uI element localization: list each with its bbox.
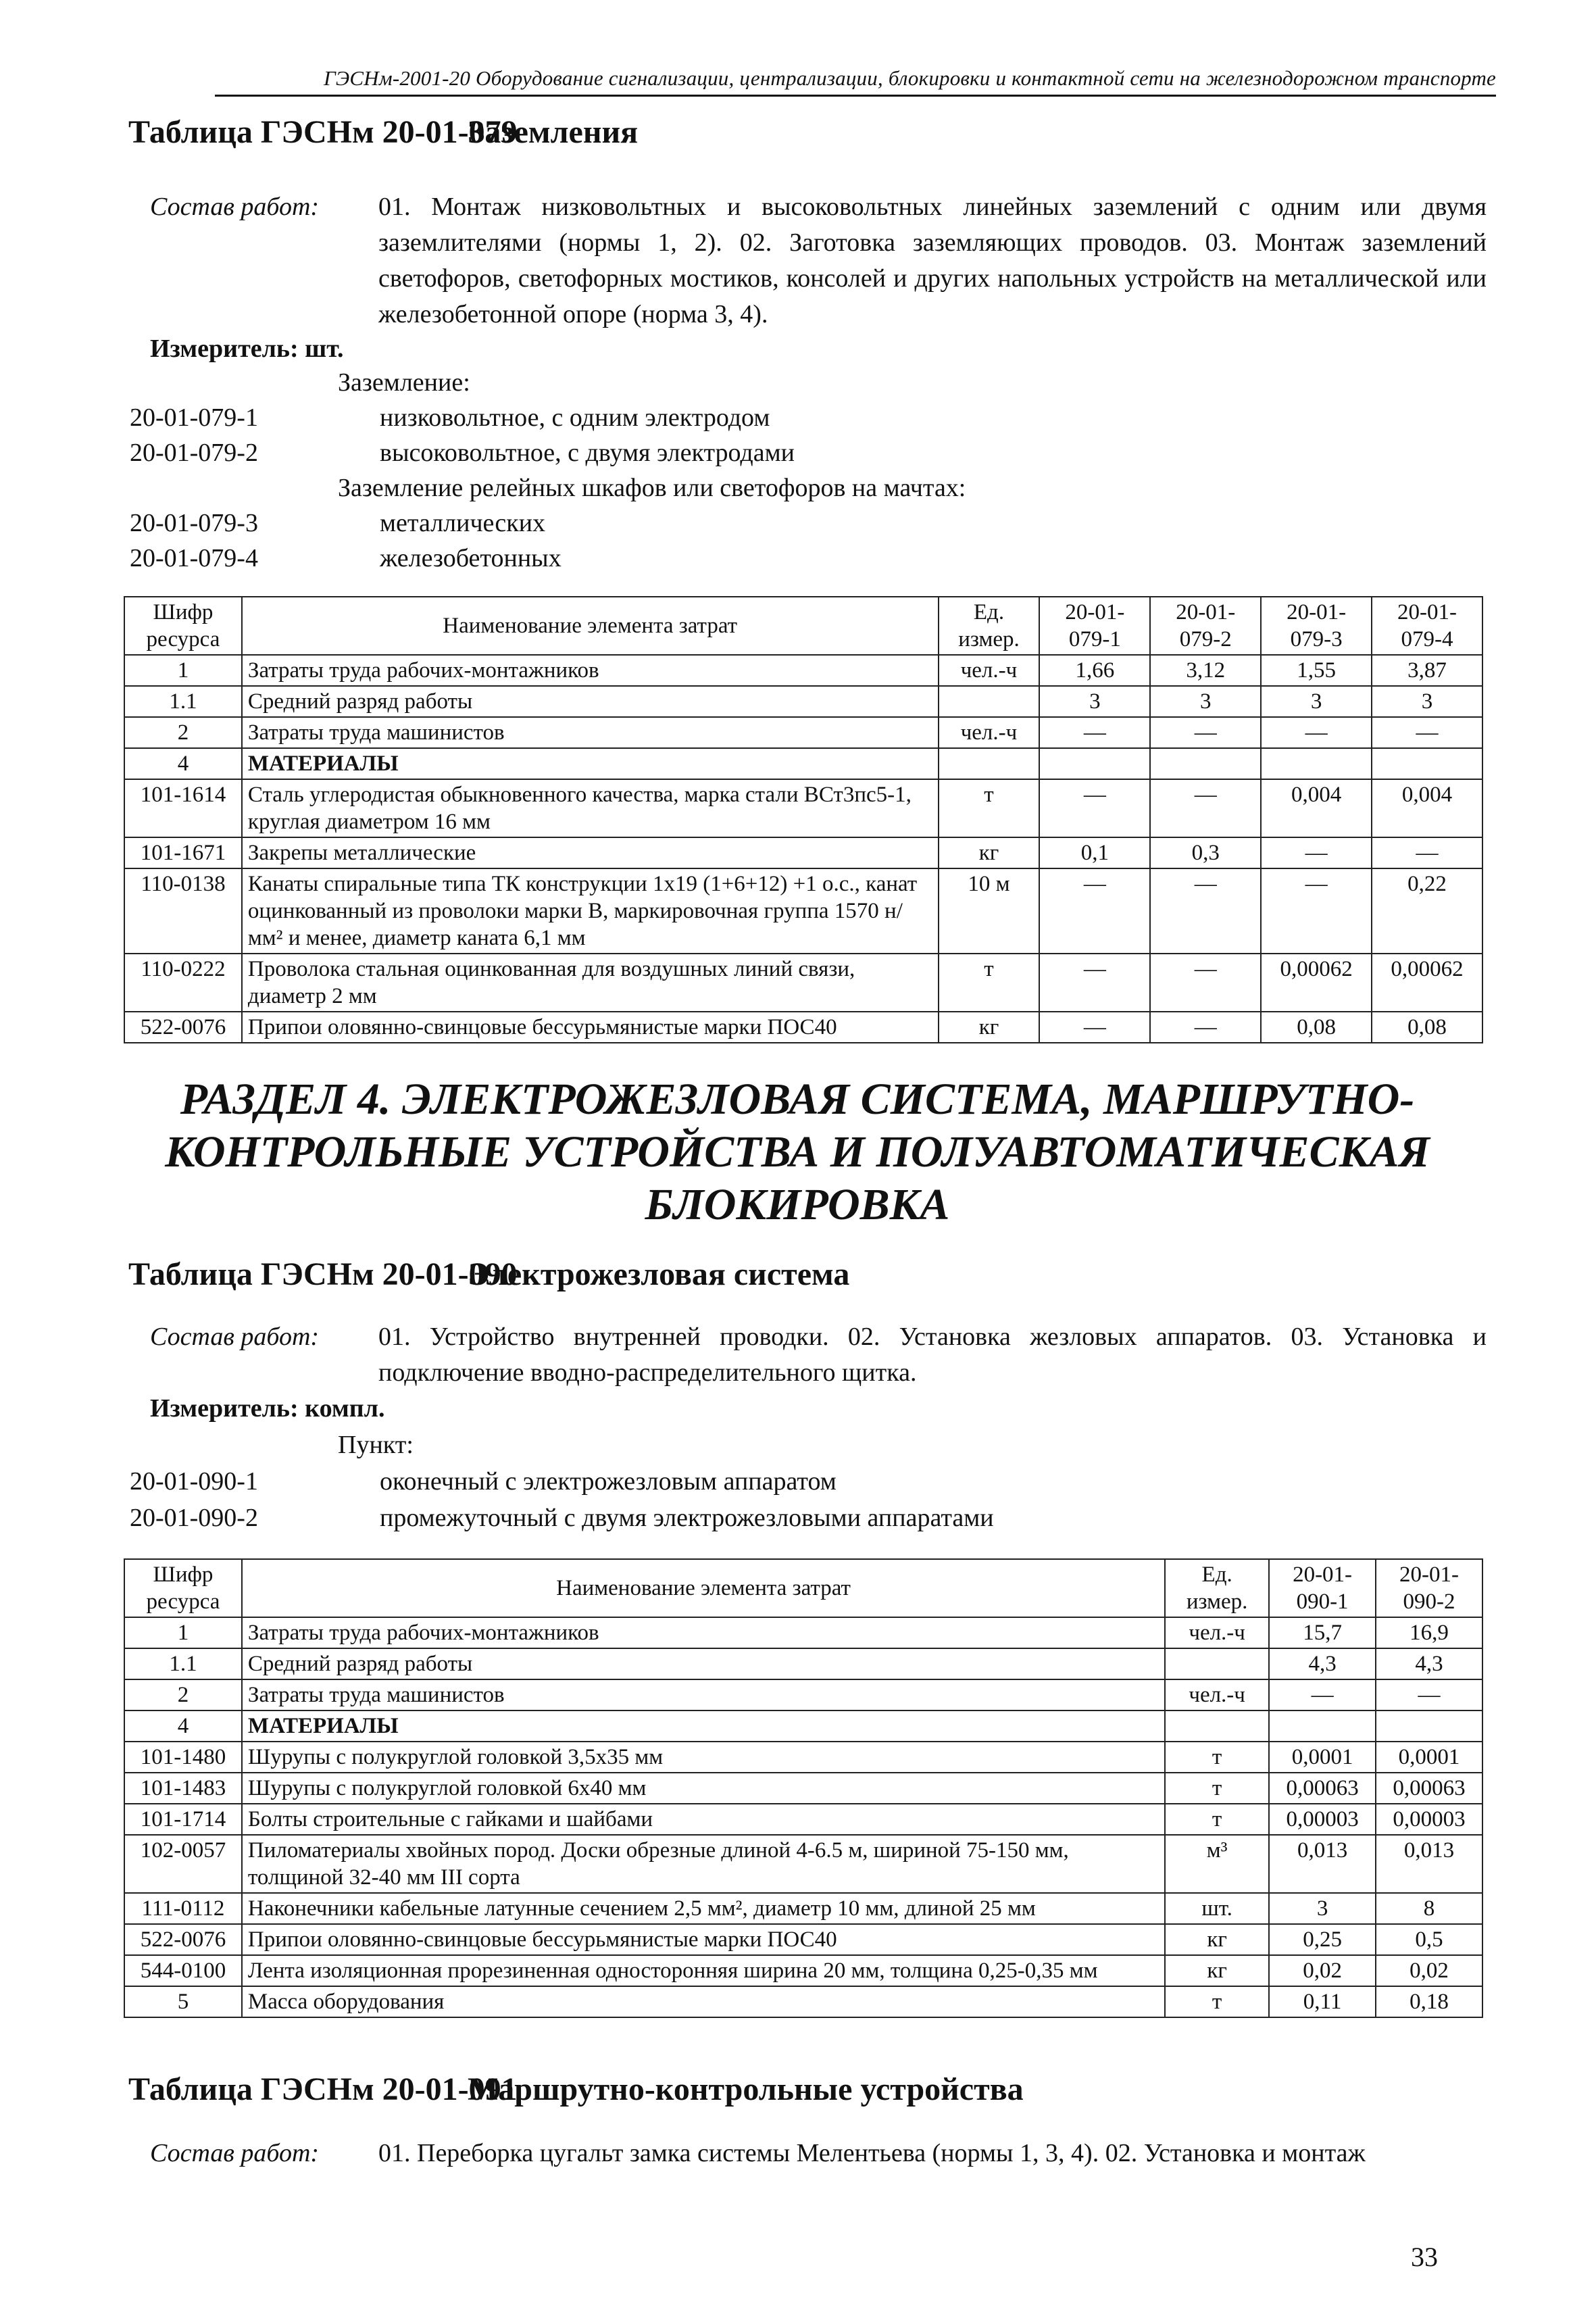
value: 0,02	[1376, 1955, 1482, 1986]
value	[1376, 1710, 1482, 1742]
column-header: 20-01-079-1	[1039, 597, 1150, 655]
resource-code: 5	[124, 1986, 242, 2017]
unit: т	[1165, 1742, 1269, 1773]
table-row	[124, 686, 1482, 717]
table-row	[124, 868, 1482, 954]
table-row	[124, 717, 1482, 748]
norm-text: оконечный с электрожезловым аппаратом	[380, 1467, 837, 1496]
value: 0,22	[1372, 868, 1482, 954]
value: 3,12	[1150, 655, 1261, 686]
resource-name: Масса оборудования	[242, 1986, 1165, 2017]
value: —	[1039, 868, 1150, 954]
work-composition-text: 01. Монтаж низковольтных и высоковольтных линейных заземлений с одним или двумя заземлителями (нормы 1, 2). 02. Заготовка заземляющих проводов. 03. Монтаж заземлений светофоров, светофорных мостиков, консолей и других напольных устройств на металлической или железобетонной опоре (норма 3, 4).	[378, 193, 1487, 328]
meter-line	[150, 331, 344, 367]
unit	[1165, 1710, 1269, 1742]
work-composition-text: 01. Устройство внутренней проводки. 02. Установка жезловых аппаратов. 03. Установка и подключение вводно-распределительного щитка.	[378, 1323, 1487, 1387]
unit: кг	[939, 1012, 1040, 1043]
unit: шт.	[1165, 1893, 1269, 1924]
resource-name: Шурупы с полукруглой головкой 6х40 мм	[242, 1773, 1165, 1804]
value: 0,004	[1372, 779, 1482, 837]
value: —	[1150, 868, 1261, 954]
value: —	[1261, 717, 1372, 748]
norm-code: 20-01-090-2	[130, 1504, 258, 1532]
resource-code: 4	[124, 1710, 242, 1742]
norm-code: 20-01-079-1	[130, 403, 258, 432]
value: 3	[1261, 686, 1372, 717]
value: 0,00003	[1269, 1804, 1376, 1835]
column-header: Ед. измер.	[939, 597, 1040, 655]
work-composition-label: Состав работ:	[150, 193, 320, 221]
resource-code: 1.1	[124, 1648, 242, 1679]
value: 0,18	[1376, 1986, 1482, 2017]
column-header: Шифр ресурса	[124, 1559, 242, 1617]
unit: чел.-ч	[939, 655, 1040, 686]
column-header: Шифр ресурса	[124, 597, 242, 655]
value: —	[1150, 954, 1261, 1012]
value: 0,004	[1261, 779, 1372, 837]
table-row	[124, 837, 1482, 868]
column-header: Ед. измер.	[1165, 1559, 1269, 1617]
resource-name: Затраты труда машинистов	[242, 717, 939, 748]
resource-code: 111-0112	[124, 1893, 242, 1924]
value: —	[1376, 1679, 1482, 1710]
resource-code: 2	[124, 717, 242, 748]
value: —	[1269, 1679, 1376, 1710]
value: 3	[1372, 686, 1482, 717]
resource-name: Затраты труда машинистов	[242, 1679, 1165, 1710]
value: 8	[1376, 1893, 1482, 1924]
table-header-row	[124, 1559, 1482, 1617]
resource-code: 101-1714	[124, 1804, 242, 1835]
value	[1261, 748, 1372, 779]
value: —	[1150, 779, 1261, 837]
unit: чел.-ч	[1165, 1617, 1269, 1648]
resource-code: 1.1	[124, 686, 242, 717]
resource-code: 101-1483	[124, 1773, 242, 1804]
table-row	[124, 1955, 1482, 1986]
table-090-code: Таблица ГЭСНм 20-01-090	[128, 1256, 518, 1292]
work-composition-label: Состав работ:	[150, 2139, 320, 2167]
meter-value: компл.	[305, 1394, 385, 1423]
unit: м³	[1165, 1835, 1269, 1893]
norm-text: промежуточный с двумя электрожезловыми аппаратами	[380, 1504, 994, 1532]
resource-code: 1	[124, 1617, 242, 1648]
resource-code: 102-0057	[124, 1835, 242, 1893]
meter-line	[150, 1391, 384, 1427]
value: —	[1039, 1012, 1150, 1043]
value: 3,87	[1372, 655, 1482, 686]
table-row	[124, 655, 1482, 686]
value: 0,08	[1261, 1012, 1372, 1043]
unit: т	[1165, 1804, 1269, 1835]
value	[1269, 1710, 1376, 1742]
column-header: Наименование элемента затрат	[242, 1559, 1165, 1617]
value: —	[1261, 837, 1372, 868]
resource-code: 2	[124, 1679, 242, 1710]
column-header: 20-01-090-1	[1269, 1559, 1376, 1617]
resource-name: Канаты спиральные типа ТК конструкции 1х19 (1+6+12) +1 о.с., канат оцинкованный из проволоки марки В, маркировочная группа 1570 н/мм² и менее, диаметр каната 6,1 мм	[242, 868, 939, 954]
table-091-code: Таблица ГЭСНм 20-01-091	[128, 2071, 518, 2107]
table-row	[124, 1710, 1482, 1742]
value: 0,11	[1269, 1986, 1376, 2017]
norm-text: железобетонных	[380, 544, 562, 572]
unit: кг	[939, 837, 1040, 868]
unit: чел.-ч	[939, 717, 1040, 748]
resource-code: 544-0100	[124, 1955, 242, 1986]
table-row	[124, 1679, 1482, 1710]
work-composition-text: 01. Переборка цугальт замка системы Мелентьева (нормы 1, 3, 4). 02. Установка и монтаж	[378, 2139, 1366, 2167]
norm-text: низковольтное, с одним электродом	[380, 403, 770, 432]
table-row	[124, 1617, 1482, 1648]
unit: т	[1165, 1986, 1269, 2017]
resource-name: Средний разряд работы	[242, 686, 939, 717]
unit	[939, 748, 1040, 779]
unit: кг	[1165, 1955, 1269, 1986]
unit: чел.-ч	[1165, 1679, 1269, 1710]
column-header: Наименование элемента затрат	[242, 597, 939, 655]
unit: т	[939, 954, 1040, 1012]
table-row	[124, 1742, 1482, 1773]
value: 1,55	[1261, 655, 1372, 686]
table-079-code: Таблица ГЭСНм 20-01-079	[128, 114, 518, 150]
resource-name: МАТЕРИАЛЫ	[242, 1710, 1165, 1742]
unit: кг	[1165, 1924, 1269, 1955]
value: —	[1039, 954, 1150, 1012]
resource-code: 101-1614	[124, 779, 242, 837]
unit	[939, 686, 1040, 717]
value: 3	[1039, 686, 1150, 717]
running-header: ГЭСНм-2001-20 Оборудование сигнализации, централизации, блокировки и контактной сети на железнодорожном транспорте	[215, 66, 1496, 97]
value: —	[1372, 837, 1482, 868]
value: —	[1150, 717, 1261, 748]
value: 3	[1269, 1893, 1376, 1924]
table-header-row	[124, 597, 1482, 655]
value: 0,00062	[1261, 954, 1372, 1012]
table-090-title: Электрожезловая система	[468, 1256, 850, 1292]
norm-text: металлических	[380, 509, 546, 537]
table-091-heading	[128, 2071, 1024, 2108]
table-row	[124, 1804, 1482, 1835]
norm-code: 20-01-079-2	[130, 439, 258, 467]
value: 4,3	[1376, 1648, 1482, 1679]
table-row	[124, 779, 1482, 837]
value: —	[1150, 1012, 1261, 1043]
value: 0,02	[1269, 1955, 1376, 1986]
resource-code: 522-0076	[124, 1924, 242, 1955]
unit	[1165, 1648, 1269, 1679]
table-row	[124, 1012, 1482, 1043]
resource-name: Лента изоляционная прорезиненная односторонняя ширина 20 мм, толщина 0,25-0,35 мм	[242, 1955, 1165, 1986]
value: 0,00003	[1376, 1804, 1482, 1835]
value: —	[1372, 717, 1482, 748]
table-079-heading	[128, 114, 638, 151]
group-heading: Заземление:	[338, 368, 470, 397]
meter-value: шт.	[305, 335, 344, 363]
resource-name: Шурупы с полукруглой головкой 3,5х35 мм	[242, 1742, 1165, 1773]
resource-name: Пиломатериалы хвойных пород. Доски обрезные длиной 4-6.5 м, шириной 75-150 мм, толщиной 32-40 мм III сорта	[242, 1835, 1165, 1893]
section-title: РАЗДЕЛ 4. ЭЛЕКТРОЖЕЗЛОВАЯ СИСТЕМА, МАРШРУТНО-КОНТРОЛЬНЫЕ УСТРОЙСТВА И ПОЛУАВТОМАТИЧЕСКАЯ БЛОКИРОВКА	[165, 1075, 1430, 1229]
value: 0,013	[1269, 1835, 1376, 1893]
value: 0,25	[1269, 1924, 1376, 1955]
resource-name: Припои оловянно-свинцовые бессурьмянистые марки ПОС40	[242, 1924, 1165, 1955]
group-heading: Заземление релейных шкафов или светофоров на мачтах:	[338, 474, 966, 502]
table-091-title: Маршрутно-контрольные устройства	[468, 2071, 1024, 2107]
resource-name: Сталь углеродистая обыкновенного качества, марка стали ВСт3пс5-1, круглая диаметром 16 мм	[242, 779, 939, 837]
value: 0,5	[1376, 1924, 1482, 1955]
resource-code: 110-0222	[124, 954, 242, 1012]
value: 4,3	[1269, 1648, 1376, 1679]
table-079-title: Заземления	[468, 114, 639, 150]
value	[1150, 748, 1261, 779]
value: 0,08	[1372, 1012, 1482, 1043]
column-header: 20-01-079-3	[1261, 597, 1372, 655]
resource-name: Припои оловянно-свинцовые бессурьмянистые марки ПОС40	[242, 1012, 939, 1043]
table-row	[124, 1986, 1482, 2017]
value: —	[1261, 868, 1372, 954]
table-row	[124, 1924, 1482, 1955]
value: 0,1	[1039, 837, 1150, 868]
value: 0,3	[1150, 837, 1261, 868]
norm-code: 20-01-079-4	[130, 544, 258, 572]
resource-name: Затраты труда рабочих-монтажников	[242, 655, 939, 686]
unit: т	[1165, 1773, 1269, 1804]
value	[1039, 748, 1150, 779]
resource-name: Наконечники кабельные латунные сечением 2,5 мм², диаметр 10 мм, длиной 25 мм	[242, 1893, 1165, 1924]
value: —	[1039, 779, 1150, 837]
unit: т	[939, 779, 1040, 837]
unit: 10 м	[939, 868, 1040, 954]
table-row	[124, 1773, 1482, 1804]
page-number: 33	[1411, 2242, 1438, 2272]
resource-name: МАТЕРИАЛЫ	[242, 748, 939, 779]
work-composition-label: Состав работ:	[150, 1323, 320, 1351]
meter-label: Измеритель:	[150, 335, 299, 363]
resource-name: Затраты труда рабочих-монтажников	[242, 1617, 1165, 1648]
column-header: 20-01-079-2	[1150, 597, 1261, 655]
resource-code: 101-1671	[124, 837, 242, 868]
group-heading: Пункт:	[338, 1431, 414, 1459]
resource-name: Болты строительные с гайками и шайбами	[242, 1804, 1165, 1835]
table-row	[124, 748, 1482, 779]
resource-name: Средний разряд работы	[242, 1648, 1165, 1679]
value: 0,0001	[1269, 1742, 1376, 1773]
norm-text: высоковольтное, с двумя электродами	[380, 439, 795, 467]
resource-table-079	[124, 596, 1483, 1043]
meter-label: Измеритель:	[150, 1394, 299, 1423]
table-090-heading	[128, 1256, 849, 1293]
column-header: 20-01-090-2	[1376, 1559, 1482, 1617]
resource-code: 101-1480	[124, 1742, 242, 1773]
value: 0,00063	[1376, 1773, 1482, 1804]
table-row	[124, 1893, 1482, 1924]
resource-code: 4	[124, 748, 242, 779]
resource-name: Закрепы металлические	[242, 837, 939, 868]
resource-table-090	[124, 1558, 1483, 2018]
value: 0,0001	[1376, 1742, 1482, 1773]
table-row	[124, 954, 1482, 1012]
resource-code: 110-0138	[124, 868, 242, 954]
norm-code: 20-01-079-3	[130, 509, 258, 537]
norm-code: 20-01-090-1	[130, 1467, 258, 1496]
value	[1372, 748, 1482, 779]
value: 0,013	[1376, 1835, 1482, 1893]
value: 16,9	[1376, 1617, 1482, 1648]
value: 15,7	[1269, 1617, 1376, 1648]
resource-code: 522-0076	[124, 1012, 242, 1043]
resource-name: Проволока стальная оцинкованная для воздушных линий связи, диаметр 2 мм	[242, 954, 939, 1012]
value: 0,00063	[1269, 1773, 1376, 1804]
value: —	[1039, 717, 1150, 748]
resource-code: 1	[124, 655, 242, 686]
value: 1,66	[1039, 655, 1150, 686]
table-row	[124, 1648, 1482, 1679]
column-header: 20-01-079-4	[1372, 597, 1482, 655]
value: 3	[1150, 686, 1261, 717]
table-row	[124, 1835, 1482, 1893]
value: 0,00062	[1372, 954, 1482, 1012]
